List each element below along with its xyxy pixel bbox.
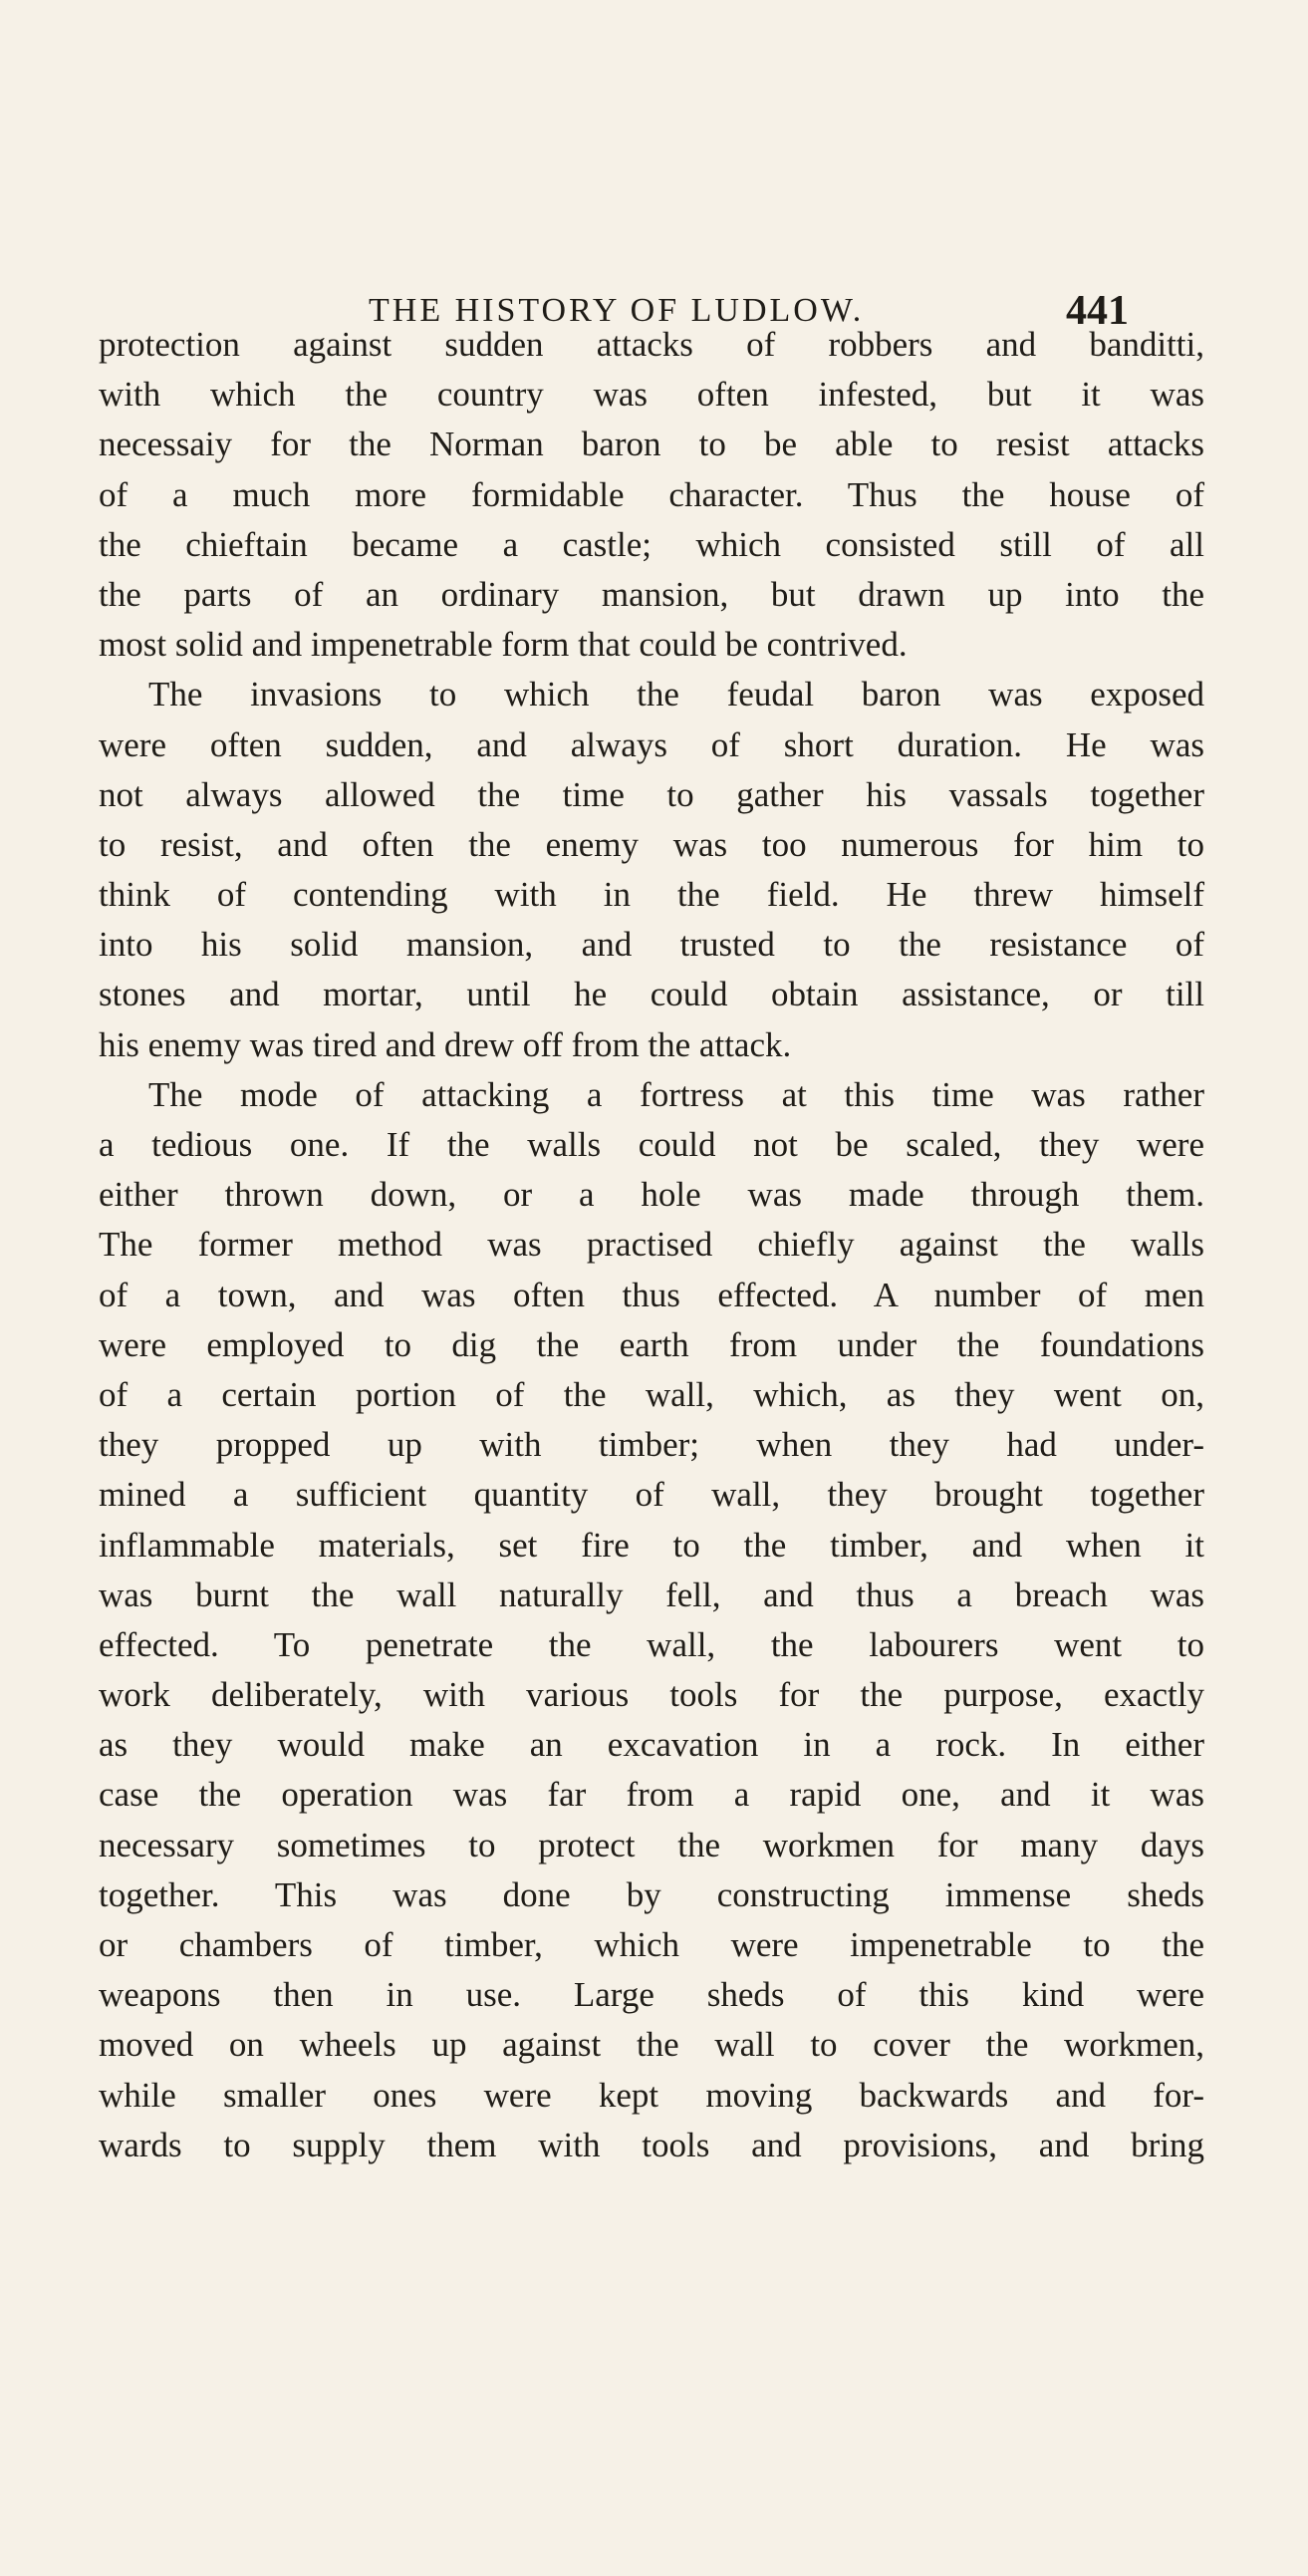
paragraph-start-line: The mode of attacking a fortress at this time was rather (148, 1074, 1204, 1114)
text-line: think of contending with in the field. He threw himself (99, 875, 1204, 915)
text-line: they propped up with timber; when they had under- (99, 1425, 1204, 1465)
text-line: together. This was done by constructing immense sheds (99, 1874, 1204, 1914)
running-title: THE HISTORY OF LUDLOW. (369, 292, 865, 329)
text-line: were employed to dig the earth from under the foundations (99, 1324, 1204, 1364)
text-line: was burnt the wall naturally fell, and thus a breach was (99, 1574, 1204, 1614)
body-text (99, 320, 1204, 2170)
text-line: of a much more formidable character. Thus the house of (99, 474, 1204, 514)
text-line: with which the country was often infested, but it was (99, 375, 1204, 415)
text-line: protection against sudden attacks of robbers and banditti, (99, 325, 1204, 364)
text-line: mined a sufficient quantity of wall, they brought together (99, 1475, 1204, 1515)
text-line: necessaiy for the Norman baron to be able to resist attacks (99, 425, 1204, 464)
text-line: stones and mortar, until he could obtain assistance, or till (99, 975, 1204, 1014)
text-line: weapons then in use. Large sheds of this kind were (99, 1975, 1204, 2015)
text-line: or chambers of timber, which were impenetrable to the (99, 1925, 1204, 1964)
text-line: while smaller ones were kept moving backwards and for- (99, 2075, 1204, 2115)
text-line: of a town, and was often thus effected. A number of men (99, 1275, 1204, 1314)
text-line: moved on wheels up against the wall to cover the workmen, (99, 2025, 1204, 2065)
text-line: to resist, and often the enemy was too numerous for him to (99, 824, 1204, 864)
text-line: wards to supply them with tools and provisions, and bring (99, 2125, 1204, 2164)
text-line: the chieftain became a castle; which consisted still of all (99, 524, 1204, 564)
text-line: effected. To penetrate the wall, the labourers went to (99, 1624, 1204, 1664)
text-line: not always allowed the time to gather his vassals together (99, 774, 1204, 814)
text-line: necessary sometimes to protect the workmen for many days (99, 1825, 1204, 1864)
paragraph-start-line: The invasions to which the feudal baron was exposed (148, 675, 1204, 715)
text-line: The former method was practised chiefly against the walls (99, 1225, 1204, 1265)
text-line: work deliberately, with various tools for the purpose, exactly (99, 1675, 1204, 1715)
text-line: either thrown down, or a hole was made through them. (99, 1175, 1204, 1215)
text-line: were often sudden, and always of short duration. He was (99, 724, 1204, 764)
text-line: the parts of an ordinary mansion, but drawn up into the (99, 574, 1204, 614)
text-line: most solid and impenetrable form that could be contrived. (99, 625, 908, 665)
text-line: inflammable materials, set fire to the timber, and when it (99, 1525, 1204, 1565)
text-line: as they would make an excavation in a rock. In either (99, 1725, 1204, 1765)
text-line: a tedious one. If the walls could not be scaled, they were (99, 1125, 1204, 1164)
text-line: case the operation was far from a rapid one, and it was (99, 1775, 1204, 1815)
text-line: of a certain portion of the wall, which, as they went on, (99, 1374, 1204, 1414)
page-number: 441 (1066, 288, 1129, 334)
text-line: into his solid mansion, and trusted to the resistance of (99, 925, 1204, 965)
text-line: his enemy was tired and drew off from the attack. (99, 1024, 792, 1064)
